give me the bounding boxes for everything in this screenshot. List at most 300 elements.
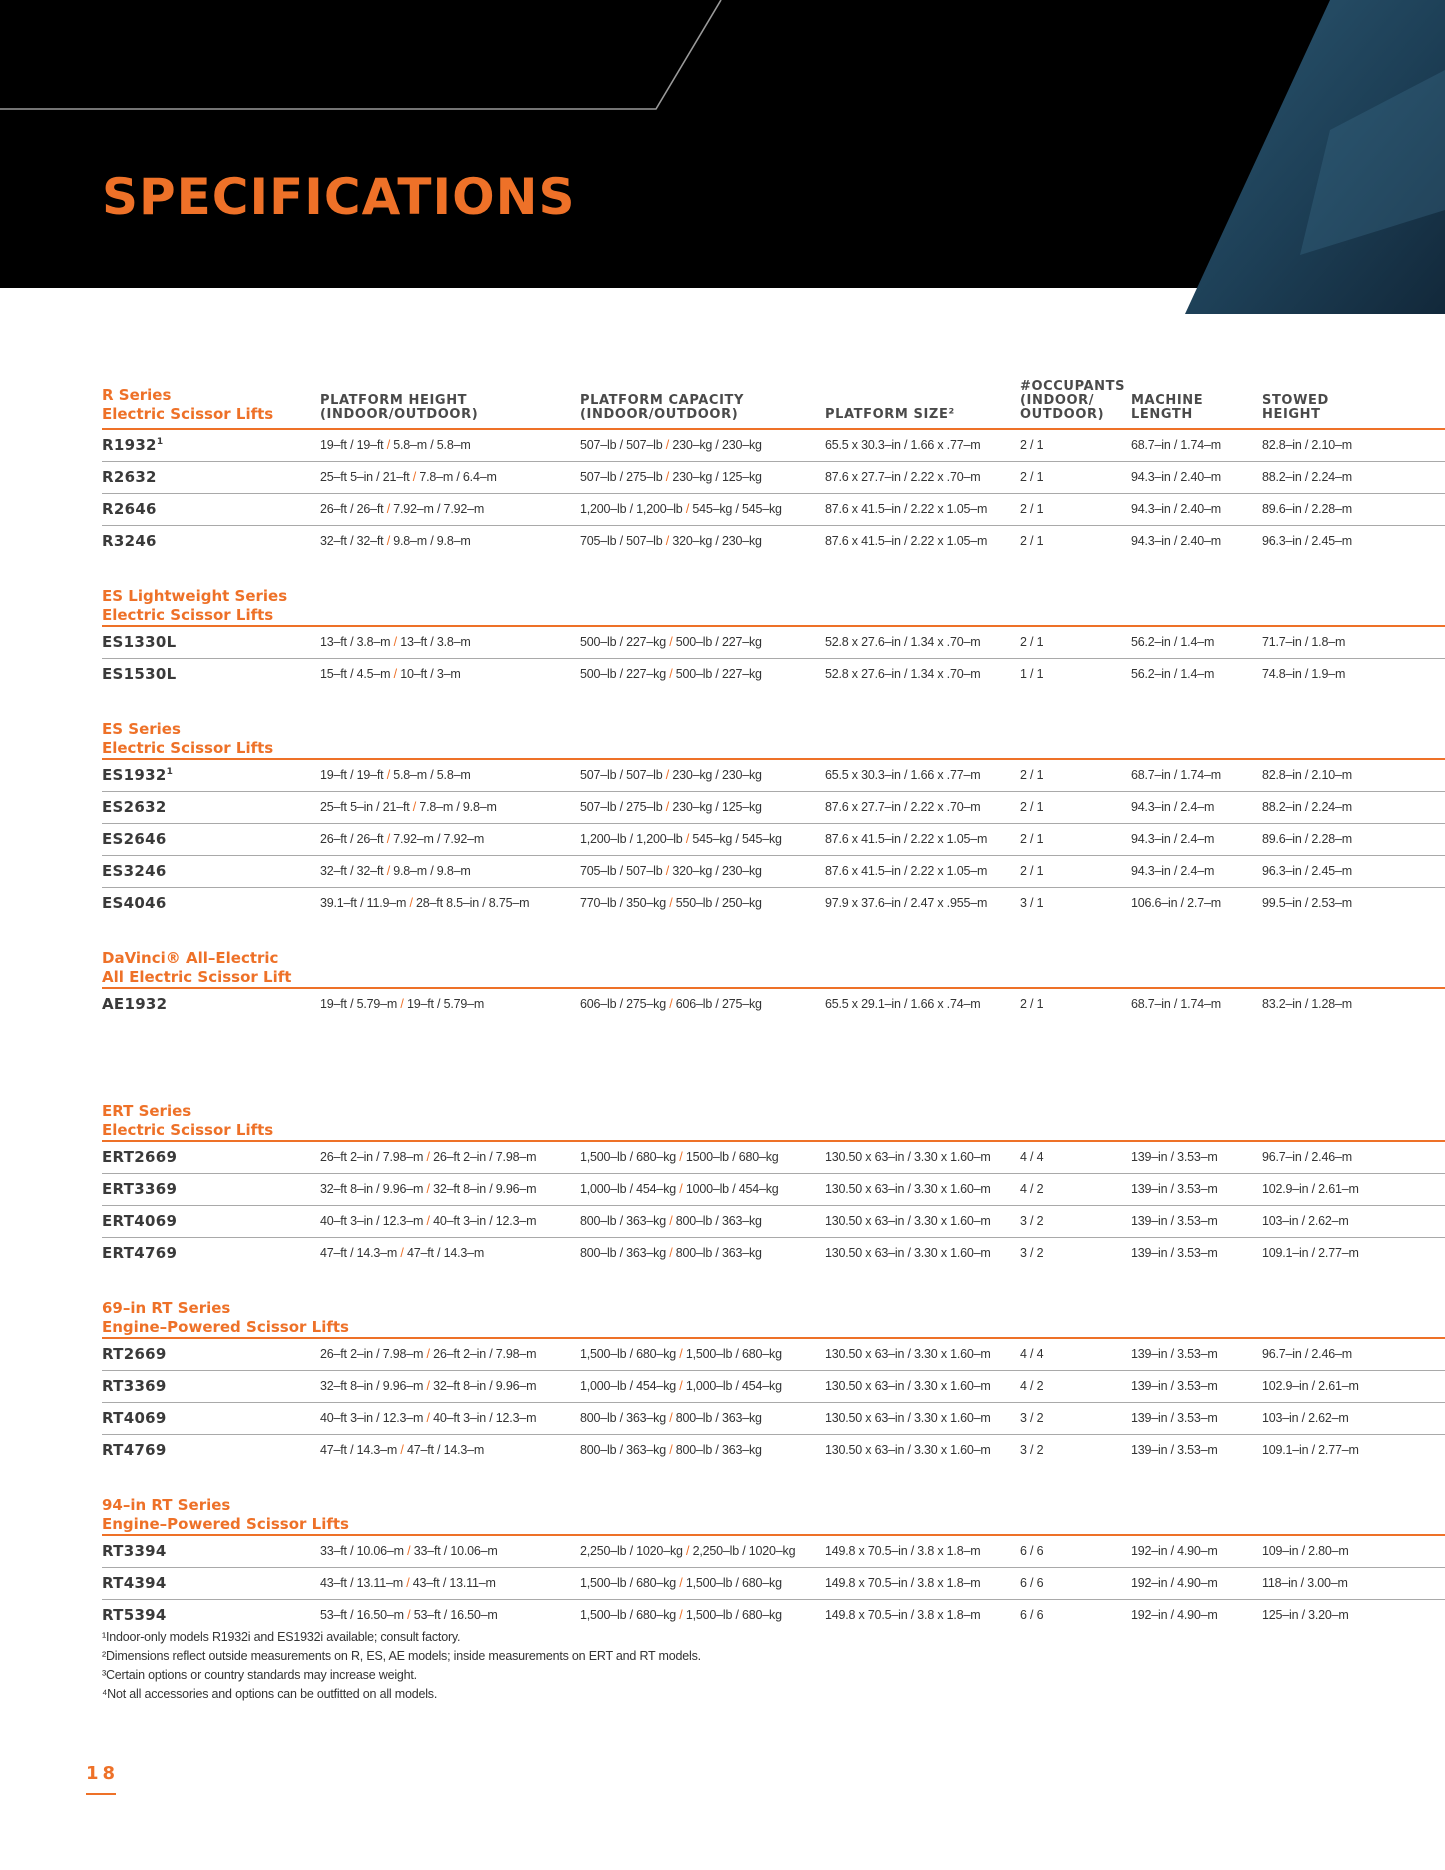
platform-capacity-value [580,470,762,484]
model-label: ES3246 [102,862,167,880]
group-title [102,1293,1445,1337]
column-header-occupants: #OCCUPANTS (INDOOR/ OUTDOOR) [1020,379,1126,422]
platform-height-value [320,768,471,782]
model-label: ES2646 [102,830,167,848]
stowed-height-value: 99.5–in / 2.53–m [1262,896,1352,910]
height-part: 25–ft 5–in / 21–ft [320,470,410,484]
value-separator: / [406,896,417,910]
group-title [102,1096,1445,1140]
model-name [102,798,167,816]
platform-height-value [320,800,497,814]
group-title-line-2: Electric Scissor Lifts [102,405,274,423]
model-label: R1932 [102,436,157,454]
value-separator: / [390,667,401,681]
height-part: 32–ft 8–in / 9.96–m [433,1182,537,1196]
capacity-part: 507–lb / 275–lb [580,470,663,484]
capacity-part: 1,000–lb / 454–kg [685,1379,782,1393]
value-separator: / [423,1214,434,1228]
model-name [102,468,157,486]
capacity-part: 800–lb / 363–kg [675,1214,762,1228]
capacity-part: 500–lb / 227–kg [580,635,666,649]
machine-length-value: 192–in / 4.90–m [1131,1608,1218,1622]
height-part: 53–ft / 16.50–m [320,1608,404,1622]
group-rows [102,1142,1445,1269]
value-separator: / [665,667,676,681]
model-label: ES1530L [102,665,177,683]
value-separator: / [423,1411,434,1425]
model-name [102,862,167,880]
capacity-part: 507–lb / 507–lb [580,768,663,782]
value-separator: / [403,1608,414,1622]
platform-size-value: 65.5 x 30.3–in / 1.66 x .77–m [825,768,981,782]
value-separator: / [397,1246,407,1260]
model-label: RT4769 [102,1441,167,1459]
platform-height-value [320,470,497,484]
platform-height-value [320,1347,536,1361]
occupants-value: 2 / 1 [1020,997,1044,1011]
height-part: 28–ft 8.5–in / 8.75–m [416,896,530,910]
occupants-value: 2 / 1 [1020,502,1044,516]
height-part: 39.1–ft / 11.9–m [320,896,407,910]
height-part: 43–ft / 13.11–m [412,1576,496,1590]
platform-capacity-value [580,534,762,548]
platform-capacity-value [580,635,762,649]
height-part: 47–ft / 14.3–m [320,1443,398,1457]
platform-height-value [320,1544,498,1558]
machine-length-value: 94.3–in / 2.4–m [1131,864,1215,878]
height-part: 19–ft / 5.79–m [406,997,485,1011]
page-number-rule [86,1793,116,1795]
table-row [102,888,1445,919]
capacity-part: 800–lb / 363–kg [580,1214,666,1228]
platform-capacity-value [580,800,762,814]
machine-length-value: 139–in / 3.53–m [1131,1246,1218,1260]
table-row [102,526,1445,557]
platform-size-value: 130.50 x 63–in / 3.30 x 1.60–m [825,1443,991,1457]
group-rows [102,627,1445,690]
value-separator: / [383,832,394,846]
height-part: 43–ft / 13.11–m [320,1576,403,1590]
value-separator: / [662,534,673,548]
occupants-value: 1 / 1 [1020,667,1044,681]
machine-length-value: 106.6–in / 2.7–m [1131,896,1221,910]
capacity-part: 1,200–lb / 1,200–lb [580,502,683,516]
platform-size-value: 52.8 x 27.6–in / 1.34 x .70–m [825,635,981,649]
machine-length-value: 56.2–in / 1.4–m [1131,667,1215,681]
stowed-height-value: 125–in / 3.20–m [1262,1608,1349,1622]
capacity-part: 2,250–lb / 1020–kg [580,1544,683,1558]
height-part: 53–ft / 16.50–m [413,1608,498,1622]
platform-size-value: 87.6 x 41.5–in / 2.22 x 1.05–m [825,502,988,516]
height-part: 33–ft / 10.06–m [320,1544,404,1558]
group-rows [102,760,1445,919]
height-part: 47–ft / 14.3–m [320,1246,398,1260]
column-header-platform-capacity: PLATFORM CAPACITY (INDOOR/OUTDOOR) [580,393,744,422]
stowed-height-value: 118–in / 3.00–m [1262,1576,1348,1590]
group-title [102,1490,1445,1534]
value-separator: / [676,1182,686,1196]
machine-length-value: 68.7–in / 1.74–m [1131,768,1221,782]
model-name [102,1180,177,1198]
capacity-part: 507–lb / 275–lb [580,800,663,814]
stowed-height-value: 103–in / 2.62–m [1262,1214,1349,1228]
footnote: ¹Indoor-only models R1932i and ES1932i available; consult factory. [102,1630,461,1644]
value-separator: / [676,1576,686,1590]
stowed-height-value: 96.7–in / 2.46–m [1262,1347,1352,1361]
capacity-part: 1,500–lb / 680–kg [580,1347,676,1361]
table-row [102,856,1445,888]
platform-capacity-value [580,864,762,878]
height-part: 19–ft / 19–ft [320,768,384,782]
machine-length-value: 139–in / 3.53–m [1131,1411,1218,1425]
occupants-value: 3 / 1 [1020,896,1044,910]
value-separator: / [662,470,673,484]
platform-size-value: 97.9 x 37.6–in / 2.47 x .955–m [825,896,988,910]
value-separator: / [383,534,394,548]
machine-length-value: 139–in / 3.53–m [1131,1379,1218,1393]
column-header-platform-height: PLATFORM HEIGHT (INDOOR/OUTDOOR) [320,393,479,422]
model-name [102,1212,177,1230]
machine-length-value: 192–in / 4.90–m [1131,1544,1218,1558]
group-rows [102,430,1445,557]
spec-group [102,1490,1445,1631]
platform-capacity-value [580,768,762,782]
group-title-line-1: ES Lightweight Series [102,587,288,605]
platform-size-value: 87.6 x 27.7–in / 2.22 x .70–m [825,470,981,484]
machine-length-value: 139–in / 3.53–m [1131,1443,1218,1457]
capacity-part: 500–lb / 227–kg [675,667,762,681]
group-title [102,943,1445,987]
capacity-part: 500–lb / 227–kg [675,635,762,649]
table-row [102,462,1445,494]
platform-height-value [320,1443,484,1457]
height-part: 40–ft 3–in / 12.3–m [433,1411,537,1425]
stowed-height-value: 102.9–in / 2.61–m [1262,1182,1359,1196]
occupants-value: 4 / 4 [1020,1347,1044,1361]
spec-group [102,1293,1445,1466]
value-separator: / [665,635,676,649]
capacity-part: 230–kg / 125–kg [672,800,762,814]
capacity-part: 606–lb / 275–kg [580,997,666,1011]
table-row [102,1206,1445,1238]
platform-size-value: 65.5 x 30.3–in / 1.66 x .77–m [825,438,981,452]
group-title-line-1: 69–in RT Series [102,1299,231,1317]
model-name [102,1574,167,1592]
occupants-value: 2 / 1 [1020,800,1044,814]
platform-size-value: 149.8 x 70.5–in / 3.8 x 1.8–m [825,1544,981,1558]
platform-size-value: 149.8 x 70.5–in / 3.8 x 1.8–m [825,1608,981,1622]
group-title-line-2: Engine–Powered Scissor Lifts [102,1515,349,1533]
machine-length-value: 56.2–in / 1.4–m [1131,635,1215,649]
model-label: ERT2669 [102,1148,178,1166]
machine-length-value: 94.3–in / 2.4–m [1131,832,1215,846]
group-title-line-1: R Series [102,386,172,404]
stowed-height-value: 88.2–in / 2.24–m [1262,470,1352,484]
platform-size-value: 130.50 x 63–in / 3.30 x 1.60–m [825,1379,991,1393]
value-separator: / [676,1608,686,1622]
platform-size-value: 87.6 x 41.5–in / 2.22 x 1.05–m [825,864,988,878]
occupants-value: 2 / 1 [1020,438,1044,452]
capacity-part: 500–lb / 227–kg [580,667,666,681]
height-part: 32–ft 8–in / 9.96–m [433,1379,537,1393]
platform-capacity-value [580,1347,782,1361]
capacity-part: 1,500–lb / 680–kg [685,1608,782,1622]
machine-length-value: 68.7–in / 1.74–m [1131,997,1221,1011]
platform-height-value [320,635,471,649]
hero-background [0,0,1445,320]
footnote-marker: 1 [156,437,164,447]
footnote: ⁴Not all accessories and options can be outfitted on all models. [102,1687,438,1701]
value-separator: / [383,864,394,878]
stowed-height-value: 82.8–in / 2.10–m [1262,768,1352,782]
capacity-part: 800–lb / 363–kg [580,1443,666,1457]
capacity-part: 1,500–lb / 680–kg [580,1576,676,1590]
model-name [102,1441,167,1459]
stowed-height-value: 88.2–in / 2.24–m [1262,800,1352,814]
machine-length-value: 139–in / 3.53–m [1131,1214,1218,1228]
platform-height-value [320,1576,496,1590]
occupants-value: 3 / 2 [1020,1214,1044,1228]
height-part: 13–ft / 3.8–m [320,635,391,649]
value-separator: / [423,1182,434,1196]
stowed-height-value: 83.2–in / 1.28–m [1262,997,1352,1011]
machine-length-value: 139–in / 3.53–m [1131,1150,1218,1164]
model-name [102,436,163,454]
table-row [102,1174,1445,1206]
value-separator: / [665,896,676,910]
model-label: ES4046 [102,894,167,912]
platform-height-value [320,1608,498,1622]
platform-height-value [320,896,529,910]
stowed-height-value: 109–in / 2.80–m [1262,1544,1349,1558]
model-label: ES1932 [102,766,167,784]
model-name [102,830,167,848]
occupants-value: 3 / 2 [1020,1411,1044,1425]
platform-height-value [320,864,471,878]
occupants-value: 6 / 6 [1020,1576,1044,1590]
height-part: 47–ft / 14.3–m [406,1246,485,1260]
value-separator: / [662,864,673,878]
value-separator: / [665,1443,676,1457]
platform-height-value [320,534,471,548]
height-part: 19–ft / 19–ft [320,438,384,452]
height-part: 13–ft / 3.8–m [400,635,471,649]
hero-banner [0,0,1445,320]
spec-group [102,943,1445,1020]
value-separator: / [662,768,673,782]
capacity-part: 545–kg / 545–kg [692,832,782,846]
table-row [102,792,1445,824]
model-label: RT5394 [102,1606,167,1624]
machine-length-value: 139–in / 3.53–m [1131,1182,1218,1196]
model-name [102,500,157,518]
model-label: RT3369 [102,1377,167,1395]
platform-size-value: 87.6 x 41.5–in / 2.22 x 1.05–m [825,534,988,548]
platform-capacity-value [580,438,762,452]
table-row [102,627,1445,659]
height-part: 7.8–m / 6.4–m [419,470,497,484]
page-title: SPECIFICATIONS [102,168,576,226]
table-row [102,760,1445,792]
footnote: ²Dimensions reflect outside measurements on R, ES, AE models; inside measurements on ERT and RT models. [102,1649,701,1663]
footnote-marker: 1 [166,767,174,777]
capacity-part: 1,200–lb / 1,200–lb [580,832,683,846]
table-row [102,1403,1445,1435]
value-separator: / [409,800,420,814]
footnotes [102,1628,701,1704]
group-rows [102,1536,1445,1631]
platform-capacity-value [580,1576,782,1590]
capacity-part: 507–lb / 507–lb [580,438,663,452]
stowed-height-value: 96.7–in / 2.46–m [1262,1150,1352,1164]
height-part: 15–ft / 4.5–m [320,667,391,681]
spec-group [102,714,1445,919]
height-part: 26–ft 2–in / 7.98–m [320,1347,424,1361]
table-row [102,1142,1445,1174]
model-label: ES1330L [102,633,177,651]
capacity-part: 230–kg / 230–kg [672,768,762,782]
group-title-line-2: Electric Scissor Lifts [102,1121,274,1139]
occupants-value: 3 / 2 [1020,1246,1044,1260]
model-name [102,1244,177,1262]
model-label: ES2632 [102,798,167,816]
platform-capacity-value [580,502,782,516]
machine-length-value: 94.3–in / 2.4–m [1131,800,1215,814]
platform-height-value [320,832,484,846]
height-part: 32–ft / 32–ft [320,534,384,548]
machine-length-value: 94.3–in / 2.40–m [1131,502,1221,516]
platform-height-value [320,502,484,516]
platform-capacity-value [580,1246,762,1260]
value-separator: / [383,768,394,782]
capacity-part: 230–kg / 125–kg [672,470,762,484]
value-separator: / [682,502,693,516]
occupants-value: 4 / 2 [1020,1182,1044,1196]
value-separator: / [682,832,693,846]
table-row [102,1238,1445,1269]
model-label: RT2669 [102,1345,167,1363]
platform-size-value: 87.6 x 41.5–in / 2.22 x 1.05–m [825,832,988,846]
platform-capacity-value [580,1443,762,1457]
group-title-line-1: ERT Series [102,1102,192,1120]
table-row [102,1339,1445,1371]
stowed-height-value: 109.1–in / 2.77–m [1262,1443,1359,1457]
occupants-value: 3 / 2 [1020,1443,1044,1457]
occupants-value: 6 / 6 [1020,1608,1044,1622]
height-part: 5.8–m / 5.8–m [393,768,471,782]
spec-group [102,376,1445,557]
model-label: ERT3369 [102,1180,178,1198]
height-part: 26–ft / 26–ft [320,502,384,516]
platform-size-value: 130.50 x 63–in / 3.30 x 1.60–m [825,1246,991,1260]
group-title [102,714,1445,758]
column-header-machine-length: MACHINE LENGTH [1131,393,1204,422]
group-title-line-2: Electric Scissor Lifts [102,606,274,624]
stowed-height-value: 82.8–in / 2.10–m [1262,438,1352,452]
occupants-value: 2 / 1 [1020,534,1044,548]
platform-capacity-value [580,1411,762,1425]
value-separator: / [665,997,676,1011]
group-rows [102,1339,1445,1466]
height-part: 9.8–m / 9.8–m [393,864,471,878]
height-part: 40–ft 3–in / 12.3–m [433,1214,537,1228]
capacity-part: 1,500–lb / 680–kg [580,1150,676,1164]
value-separator: / [665,1214,676,1228]
model-name [102,1542,167,1560]
spec-groups [102,376,1445,1631]
group-title-line-2: Electric Scissor Lifts [102,739,274,757]
value-separator: / [403,1544,414,1558]
capacity-part: 1,500–lb / 680–kg [685,1576,782,1590]
height-part: 10–ft / 3–m [400,667,461,681]
capacity-part: 1000–lb / 454–kg [685,1182,779,1196]
value-separator: / [662,438,673,452]
model-label: R2632 [102,468,157,486]
platform-height-value [320,1411,536,1425]
platform-capacity-value [580,896,762,910]
capacity-part: 800–lb / 363–kg [675,1246,762,1260]
model-name [102,995,167,1013]
height-part: 32–ft 8–in / 9.96–m [320,1379,424,1393]
machine-length-value: 192–in / 4.90–m [1131,1576,1218,1590]
height-part: 19–ft / 5.79–m [320,997,398,1011]
column-header-platform-size: PLATFORM SIZE² [825,407,955,422]
height-part: 26–ft / 26–ft [320,832,384,846]
platform-capacity-value [580,1379,782,1393]
group-title-line-1: 94–in RT Series [102,1496,231,1514]
machine-length-value: 94.3–in / 2.40–m [1131,534,1221,548]
table-header-row [102,376,1445,428]
value-separator: / [676,1379,686,1393]
platform-height-value [320,997,484,1011]
model-label: RT4394 [102,1574,167,1592]
height-part: 33–ft / 10.06–m [413,1544,498,1558]
capacity-part: 320–kg / 230–kg [672,864,762,878]
model-name [102,1148,177,1166]
value-separator: / [383,438,394,452]
table-row [102,1568,1445,1600]
table-row [102,989,1445,1020]
stowed-height-value: 89.6–in / 2.28–m [1262,832,1352,846]
capacity-part: 1,000–lb / 454–kg [580,1182,676,1196]
model-name [102,1345,167,1363]
capacity-part: 1,500–lb / 680–kg [580,1608,676,1622]
group-rows [102,989,1445,1020]
occupants-value: 2 / 1 [1020,832,1044,846]
occupants-value: 6 / 6 [1020,1544,1044,1558]
value-separator: / [423,1347,434,1361]
model-label: AE1932 [102,995,168,1013]
table-row [102,430,1445,462]
stowed-height-value: 74.8–in / 1.9–m [1262,667,1346,681]
capacity-part: 230–kg / 230–kg [672,438,762,452]
group-title-line-1: ES Series [102,720,181,738]
platform-size-value: 52.8 x 27.6–in / 1.34 x .70–m [825,667,981,681]
specifications-table [102,376,1445,1631]
height-part: 5.8–m / 5.8–m [393,438,471,452]
occupants-value: 2 / 1 [1020,470,1044,484]
capacity-part: 1,000–lb / 454–kg [580,1379,676,1393]
platform-height-value [320,1246,484,1260]
model-name [102,1377,167,1395]
height-part: 7.92–m / 7.92–m [393,502,485,516]
height-part: 32–ft 8–in / 9.96–m [320,1182,424,1196]
stowed-height-value: 71.7–in / 1.8–m [1262,635,1346,649]
table-row [102,494,1445,526]
platform-capacity-value [580,832,782,846]
stowed-height-value: 103–in / 2.62–m [1262,1411,1349,1425]
capacity-part: 770–lb / 350–kg [580,896,666,910]
